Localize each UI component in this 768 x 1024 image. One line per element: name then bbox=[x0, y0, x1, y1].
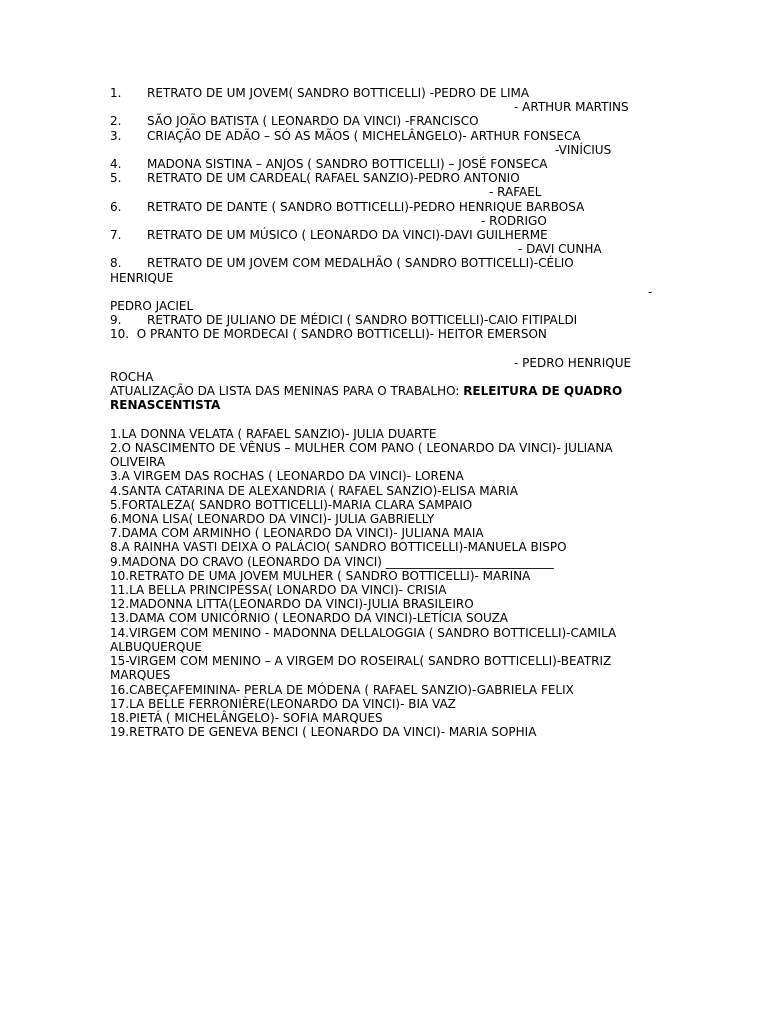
item-text: RETRATO DE DANTE ( SANDRO BOTTICELLI)-PEDRO HENRIQUE BARBOSA bbox=[147, 199, 585, 214]
girls-item: 1.LA DONNA VELATA ( RAFAEL SANZIO)- JULIA DUARTE bbox=[110, 426, 437, 441]
boys-item-1 bbox=[110, 86, 655, 100]
item-number: 5. bbox=[110, 171, 122, 186]
section-heading bbox=[110, 384, 655, 412]
boys-item-9 bbox=[110, 313, 655, 327]
girls-item: 10.RETRATO DE UMA JOVEM MULHER ( SANDRO BOTTICELLI)- MARINA bbox=[110, 568, 531, 583]
item-continuation: -VINÍCIUS bbox=[555, 142, 612, 157]
item-number: 2. bbox=[110, 114, 122, 129]
girls-item: 6.MONA LISA( LEONARDO DA VINCI)- JULIA GABRIELLY bbox=[110, 512, 435, 527]
girls-item: 13.DAMA COM UNICÓRNIO ( LEONARDO DA VINCI)-LETÍCIA SOUZA bbox=[110, 611, 509, 626]
item-wrapped-text: HENRIQUE bbox=[110, 270, 174, 285]
girls-item: 11.LA BELLA PRINCIPESSA( LONARDO DA VINCI)- CRISIA bbox=[110, 583, 447, 598]
item-continuation: ROCHA bbox=[110, 370, 154, 385]
girls-item: 5.FORTALEZA( SANDRO BOTTICELLI)-MARIA CLARA SAMPAIO bbox=[110, 497, 473, 512]
item-number: 1. bbox=[110, 86, 122, 100]
girls-item: 19.RETRATO DE GENEVA BENCI ( LEONARDO DA VINCI)- MARIA SOPHIA bbox=[110, 725, 537, 740]
heading-bold-text: RELEITURA DE QUADRO RENASCENTISTA bbox=[110, 384, 623, 413]
item-continuation: - DAVI CUNHA bbox=[518, 242, 602, 257]
blank-line bbox=[110, 342, 655, 356]
item-continuation: - ARTHUR MARTINS bbox=[514, 100, 629, 115]
item-text: CRIAÇÃO DE ADÃO – SÓ AS MÃOS ( MICHELÂNGELO)- ARTHUR FONSECA bbox=[147, 128, 581, 143]
boys-item-6 bbox=[110, 200, 655, 214]
item-number: 9. bbox=[110, 313, 122, 328]
boys-item-3 bbox=[110, 129, 655, 143]
item-text: RETRATO DE JULIANO DE MÉDICI ( SANDRO BOTTICELLI)-CAIO FITIPALDI bbox=[147, 313, 578, 328]
girls-item: 17.LA BELLE FERRONIÈRE(LEONARDO DA VINCI)- BIA VAZ bbox=[110, 696, 456, 711]
item-number: 6. bbox=[110, 199, 122, 214]
document-body bbox=[110, 86, 655, 739]
girls-item: 18.PIETÁ ( MICHELÂNGELO)- SOFIA MARQUES bbox=[110, 710, 383, 725]
item-text: MADONA SISTINA – ANJOS ( SANDRO BOTTICELLI) – JOSÉ FONSECA bbox=[147, 157, 548, 172]
boys-item-7 bbox=[110, 228, 655, 242]
item-number: 10. bbox=[110, 327, 130, 342]
item-number: 3. bbox=[110, 128, 122, 143]
boys-item-2 bbox=[110, 114, 655, 128]
item-text: RETRATO DE UM JOVEM COM MEDALHÃO ( SANDRO BOTTICELLI)-CÉLIO bbox=[147, 256, 574, 271]
item-number: 4. bbox=[110, 157, 122, 172]
girls-item: 15-VIRGEM COM MENINO – A VIRGEM DO ROSEIRAL( SANDRO BOTTICELLI)-BEATRIZ MARQUES bbox=[110, 654, 612, 683]
girls-item: 16.CABEÇAFEMININA- PERLA DE MÓDENA ( RAFAEL SANZIO)-GABRIELA FELIX bbox=[110, 682, 574, 697]
item-continuation: - PEDRO HENRIQUE bbox=[514, 355, 632, 370]
item-text: RETRATO DE UM JOVEM( SANDRO BOTTICELLI) -PEDRO DE LIMA bbox=[147, 86, 530, 100]
boys-item-10 bbox=[110, 327, 655, 341]
girls-item: 8.A RAINHA VASTI DEIXA O PALÁCIO( SANDRO BOTTICELLI)-MANUELA BISPO bbox=[110, 540, 567, 555]
boys-item-5 bbox=[110, 171, 655, 185]
item-continuation: - bbox=[648, 284, 653, 299]
item-text: O PRANTO DE MORDECAI ( SANDRO BOTTICELLI)- HEITOR EMERSON bbox=[136, 327, 547, 342]
girls-item: 12.MADONNA LITTA(LEONARDO DA VINCI)-JULIA BRASILEIRO bbox=[110, 597, 474, 612]
girls-item: 2.O NASCIMENTO DE VÊNUS – MULHER COM PANO ( LEONARDO DA VINCI)- JULIANA OLIVEIRA bbox=[110, 441, 613, 470]
girls-item: 4.SANTA CATARINA DE ALEXANDRIA ( RAFAEL SANZIO)-ELISA MARIA bbox=[110, 483, 518, 498]
item-continuation: - RAFAEL bbox=[489, 185, 542, 200]
girls-item: 3.A VIRGEM DAS ROCHAS ( LEONARDO DA VINCI)- LORENA bbox=[110, 469, 464, 484]
boys-item-8 bbox=[110, 256, 655, 270]
boys-item-4 bbox=[110, 157, 655, 171]
item-number: 7. bbox=[110, 228, 122, 243]
girls-item: 9.MADONA DO CRAVO (LEONARDO DA VINCI) ____________________________ bbox=[110, 554, 554, 569]
item-text: SÃO JOÃO BATISTA ( LEONARDO DA VINCI) -FRANCISCO bbox=[147, 114, 479, 129]
girls-item: 7.DAMA COM ARMINHO ( LEONARDO DA VINCI)- JULIANA MAIA bbox=[110, 526, 484, 541]
item-number: 8. bbox=[110, 256, 122, 271]
heading-text: ATUALIZAÇÃO DA LISTA DAS MENINAS PARA O TRABALHO: bbox=[110, 384, 464, 399]
item-continuation: PEDRO JACIEL bbox=[110, 299, 194, 314]
blank-line bbox=[110, 413, 655, 427]
item-text: RETRATO DE UM MÚSICO ( LEONARDO DA VINCI)-DAVI GUILHERME bbox=[147, 228, 548, 243]
item-continuation: - RODRIGO bbox=[481, 213, 547, 228]
item-text: RETRATO DE UM CARDEAL( RAFAEL SANZIO)-PEDRO ANTONIO bbox=[147, 171, 520, 186]
girls-item: 14.VIRGEM COM MENINO - MADONNA DELLALOGGIA ( SANDRO BOTTICELLI)-CAMILA ALBUQUERQUE bbox=[110, 625, 617, 654]
girls-list bbox=[110, 427, 655, 739]
